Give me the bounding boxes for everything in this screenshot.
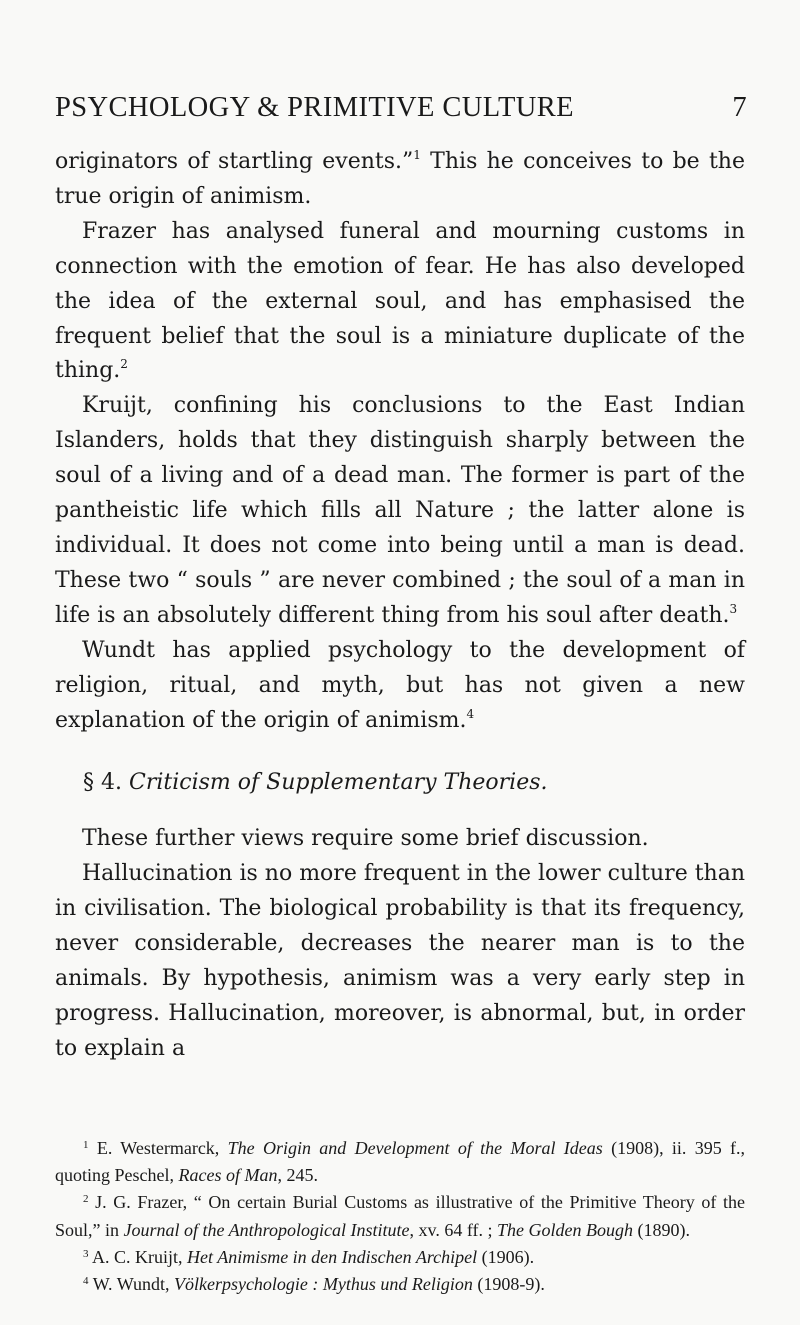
paragraph: Kruijt, confining his conclusions to the East Indian Islanders, holds that they distinguish sharply between the soul of a living and of a dead man. The former is part of the pantheistic life which fills all Nature ; the latter alone is individual. It does not come into being until a man is dead. These two “ souls ” are never combined ; the soul of a man in life is an absolutely different thing from his soul after death.$^3$ (55, 393, 745, 628)
paragraph: Wundt has applied psychology to the development of religion, ritual, and myth, but has not given a new explanation of the origin of animism.$^4$ (55, 637, 745, 733)
running-header (55, 88, 747, 128)
footnote: $^2$ J. G. Frazer, “ On certain Burial Customs as illustrative of the Primitive Theory of the Soul,” in Journal of the Anthropological Institute, xv. 64 ff. ; The Golden Bough (1890). (55, 1192, 746, 1240)
paragraph: Frazer has analysed funeral and mourning customs in connection with the emotion of fear. He has also developed the idea of the external soul, and has emphasised the frequent belief that the soul is a miniature duplicate of the thing.$^2$ (55, 218, 745, 384)
section-heading (83, 766, 745, 800)
paragraph: originators of startling events.”$^1$ This he conceives to be the true origin of animism. (55, 148, 745, 209)
section-title: Criticism of Supplementary Theories. (128, 770, 548, 796)
running-title: PSYCHOLOGY & PRIMITIVE CULTURE (55, 92, 574, 123)
footnote-ref[interactable]: 4 (466, 706, 475, 721)
footnote: $^3$ A. C. Kruijt, Het Animisme in den Indischen Archipel (1906). (83, 1246, 535, 1267)
footnotes (55, 1135, 745, 1298)
footnote-ref[interactable]: 3 (729, 601, 738, 616)
footnote: $^1$ E. Westermarck, The Origin and Development of the Moral Ideas (1908), ii. 395 f., quoting Peschel, Races of Man, 245. (55, 1138, 746, 1186)
page-number: 7 (732, 92, 747, 123)
paragraph: These further views require some brief discussion. (82, 826, 649, 852)
footnote: $^4$ W. Wundt, Völkerpsychologie : Mythus und Religion (1908-9). (83, 1274, 545, 1295)
footnote-ref[interactable]: 2 (120, 357, 128, 372)
section-number: § 4. (83, 770, 122, 796)
footnote-ref[interactable]: 1 (413, 148, 421, 162)
body-text (55, 145, 745, 1067)
paragraph: Hallucination is no more frequent in the lower culture than in civilisation. The biological probability is that its frequency, never considerable, decreases the nearer man is to the animals. By hypothesis, animism was a very early step in progress. Hallucination, moreover, is abnormal, but, in order to explain a (55, 861, 746, 1061)
